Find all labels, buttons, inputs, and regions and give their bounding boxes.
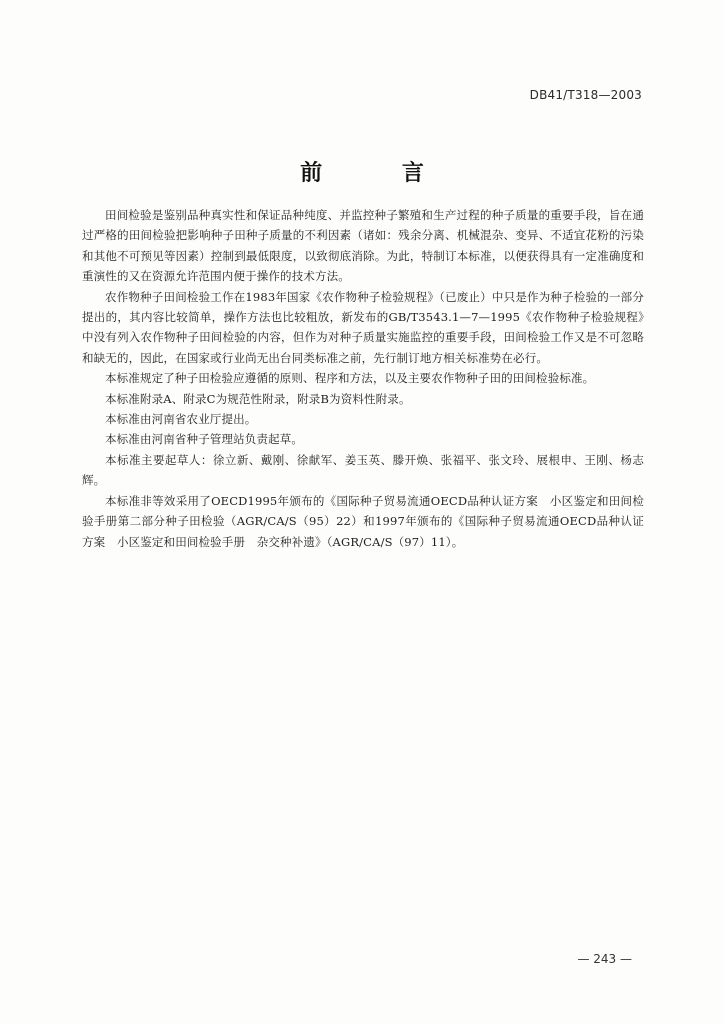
paragraph: 农作物种子田间检验工作在1983年国家《农作物种子检验规程》（已废止）中只是作为种子检验的一部分提出的，其内容比较简单，操作方法也比较粗放，新发布的GB/T3543.1—7—1995《农作物种子检验规程》中没有列入农作物种子田间检验的内容，但作为对种子质量实施监控的重要手段，田间检验工作又是不可忽略和缺无的，因此，在国家或行业尚无出台同类标准之前，先行制订地方相关标准势在必行。 xyxy=(82,289,644,365)
page-number: — 243 — xyxy=(577,952,632,966)
paragraph: 本标准规定了种子田检验应遵循的原则、程序和方法，以及主要农作物种子田的田间检验标准。 xyxy=(105,371,595,386)
preface-body xyxy=(82,205,644,552)
document-code: DB41/T318—2003 xyxy=(529,88,642,102)
page-title: 前 言 xyxy=(300,161,460,186)
paragraph: 本标准由河南省种子管理站负责起草。 xyxy=(105,432,304,447)
paragraph: 本标准由河南省农业厅提出。 xyxy=(105,412,257,427)
paragraph: 本标准附录A、附录C为规范性附录，附录B为资料性附录。 xyxy=(105,391,411,406)
paragraph: 田间检验是鉴别品种真实性和保证品种纯度、并监控种子繁殖和生产过程的种子质量的重要手段，旨在通过严格的田间检验把影响种子田种子质量的不利因素（诸如：残余分离、机械混杂、变异、不适宜花粉的污染和其他不可预见等因素）控制到最低限度，以致彻底消除。为此，特制订本标准，以便获得具有一定准确度和重演性的又在资源允许范围内便于操作的技术方法。 xyxy=(82,208,644,284)
paragraph: 本标准非等效采用了OECD1995年颁布的《国际种子贸易流通OECD品种认证方案 小区鉴定和田间检验手册第二部分种子田检验（AGR/CA/S（95）22）和1997年颁布的《国际种子贸易流通OECD品种认证方案 小区鉴定和田间检验手册 杂交种补遗》（AGR/CA/S（97）11）。 xyxy=(82,493,644,549)
paragraph: 本标准主要起草人：徐立新、戴刚、徐献军、姜玉英、滕开焕、张福平、张文玲、展根申、王刚、杨志辉。 xyxy=(82,452,644,488)
